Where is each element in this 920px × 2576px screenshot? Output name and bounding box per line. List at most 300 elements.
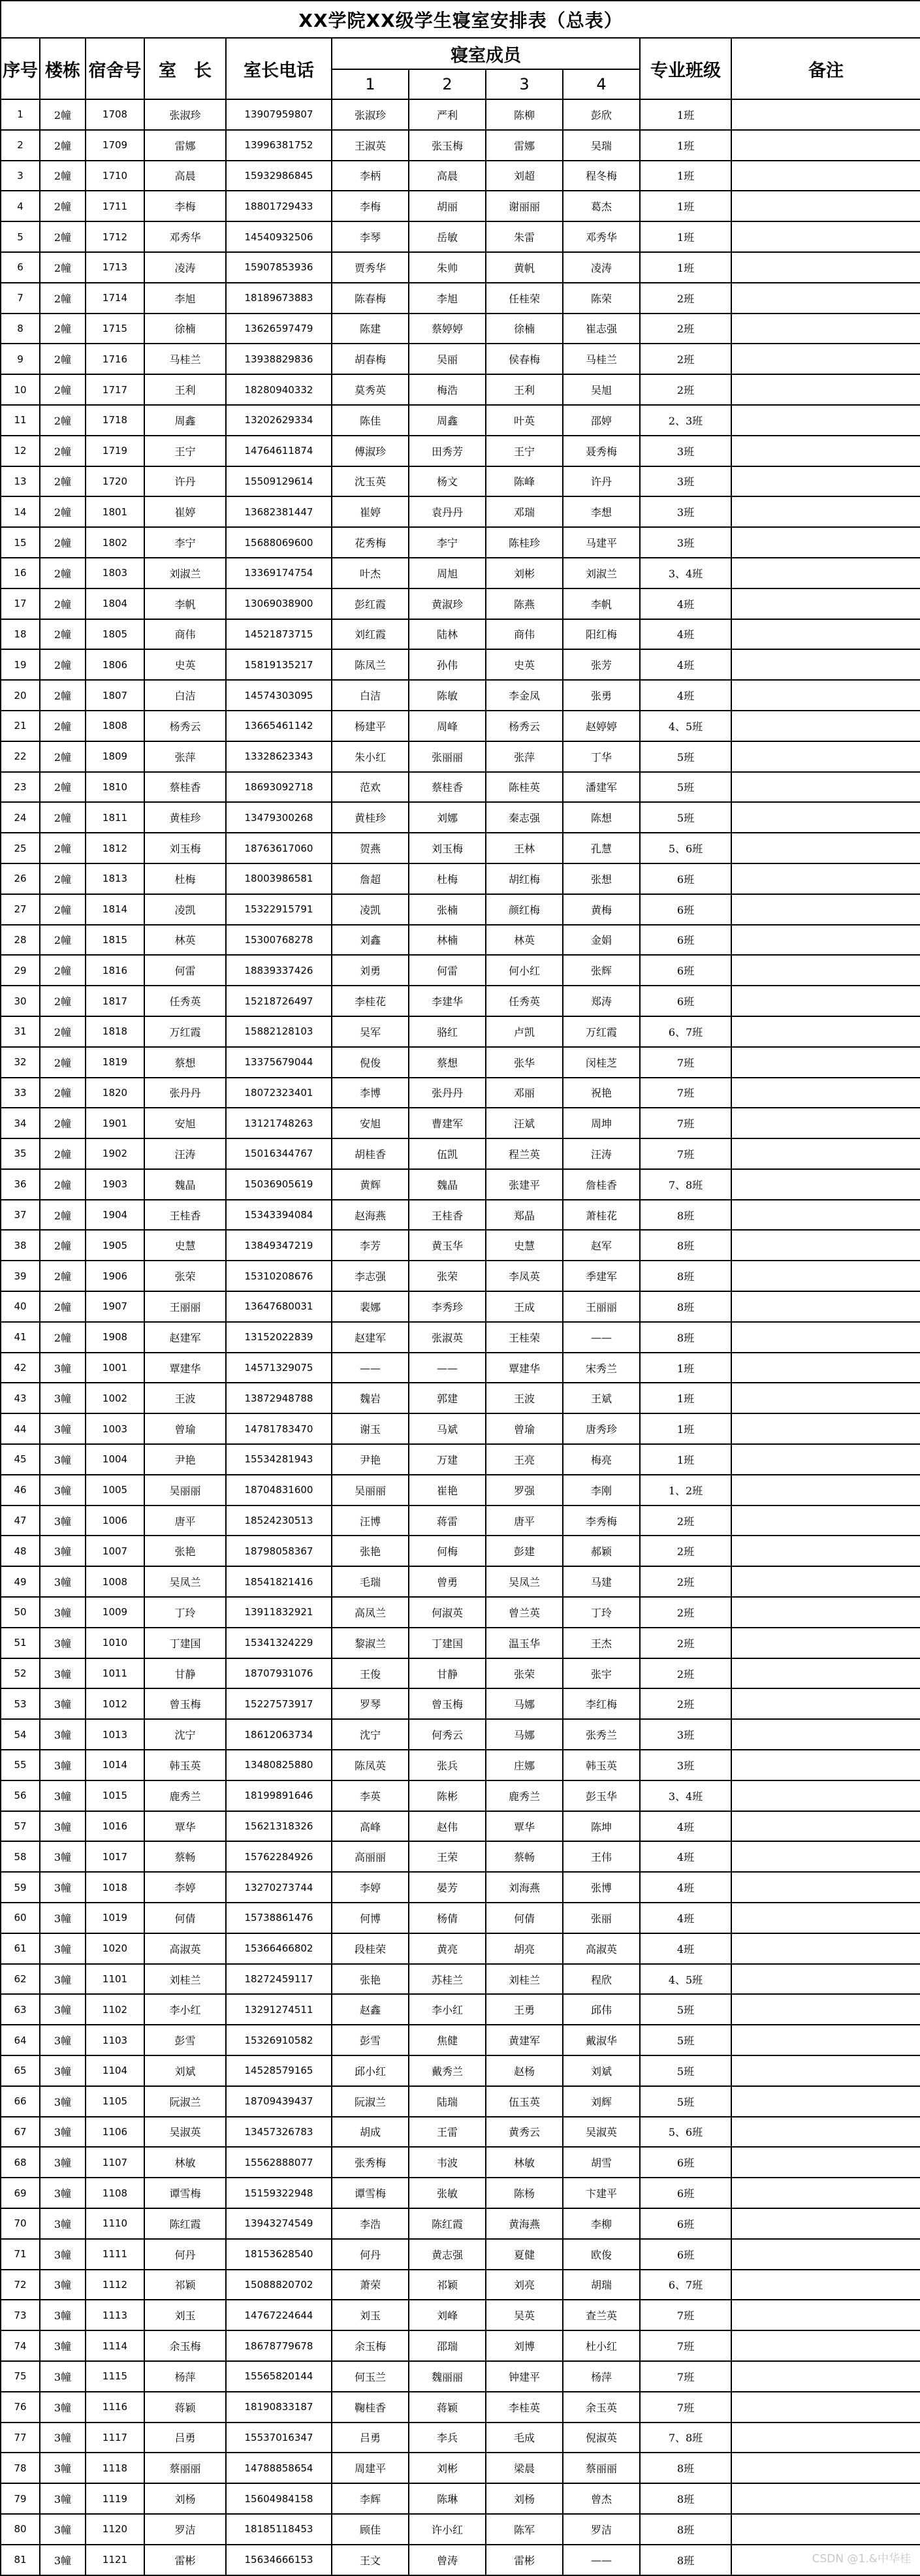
cell-seq: 75 [1,2361,40,2392]
cell-seq: 24 [1,802,40,833]
cell-room: 1718 [86,405,144,436]
cell-building: 2幢 [40,588,86,619]
cell-member-4: 汪涛 [563,1138,640,1169]
cell-member-3: 陈杨 [486,2178,563,2208]
cell-seq: 72 [1,2270,40,2300]
cell-building: 2幢 [40,191,86,221]
cell-member-4: 万红霞 [563,1016,640,1047]
cell-member-3: 吴凤兰 [486,1566,563,1597]
cell-note [731,894,920,925]
cell-note [731,2086,920,2117]
cell-room: 1117 [86,2423,144,2453]
cell-member-4: 胡雪 [563,2147,640,2178]
cell-member-2: 甘静 [409,1658,486,1689]
cell-phone: 15621318326 [226,1811,332,1842]
cell-note [731,1780,920,1811]
cell-member-3: 张华 [486,1047,563,1078]
cell-class: 8班 [640,1261,731,1291]
cell-member-3: 史慧 [486,1230,563,1261]
header-room: 宿舍号 [86,38,144,99]
cell-member-1: 王淑英 [332,130,409,161]
table-row [1,130,920,161]
cell-seq: 47 [1,1505,40,1536]
cell-member-3: 林敏 [486,2147,563,2178]
cell-member-4: 高淑英 [563,1933,640,1964]
table-row [1,1230,920,1261]
cell-phone: 18524230513 [226,1505,332,1536]
cell-member-3: 黄海燕 [486,2208,563,2239]
cell-room: 1009 [86,1597,144,1628]
cell-member-1: 张艳 [332,1536,409,1566]
cell-phone: 15326910582 [226,2025,332,2055]
cell-seq: 38 [1,1230,40,1261]
table-row [1,2514,920,2545]
table-row [1,1475,920,1505]
cell-leader: 史英 [144,649,226,680]
cell-member-2: 周鑫 [409,405,486,436]
cell-member-2: 张荣 [409,1261,486,1291]
cell-class: 7班 [640,2361,731,2392]
cell-room: 1101 [86,1964,144,1995]
cell-member-1: 赵建军 [332,1322,409,1353]
cell-member-1: 萧荣 [332,2270,409,2300]
cell-building: 2幢 [40,527,86,558]
cell-member-3: 王利 [486,374,563,405]
cell-member-1: 何丹 [332,2239,409,2270]
cell-member-2: 李兵 [409,2423,486,2453]
cell-phone: 13270273744 [226,1872,332,1903]
cell-room: 1819 [86,1047,144,1078]
cell-member-2: 黄淑珍 [409,588,486,619]
table-row [1,649,920,680]
cell-note [731,2392,920,2423]
cell-building: 3幢 [40,1933,86,1964]
cell-member-4: 张芳 [563,649,640,680]
cell-seq: 50 [1,1597,40,1628]
cell-member-3: 曾兰英 [486,1597,563,1628]
cell-member-2: 蔡婷婷 [409,314,486,344]
cell-class: 5班 [640,802,731,833]
cell-member-2: 郭建 [409,1383,486,1413]
cell-member-4: —— [563,2545,640,2575]
cell-member-3: 马娜 [486,1719,563,1750]
cell-phone: 18763617060 [226,833,332,863]
table-row [1,1994,920,2025]
table-row [1,436,920,466]
cell-seq: 69 [1,2178,40,2208]
cell-leader: 李小红 [144,1994,226,2025]
cell-member-4: 程冬梅 [563,161,640,191]
cell-leader: 杜梅 [144,863,226,894]
cell-member-4: 邓秀华 [563,221,640,252]
cell-member-4: 王丽丽 [563,1291,640,1322]
cell-class: 6、7班 [640,1016,731,1047]
cell-note [731,1108,920,1138]
cell-member-1: 李浩 [332,2208,409,2239]
cell-note [731,619,920,650]
cell-member-4: 韩玉英 [563,1750,640,1780]
title-row [1,1,920,38]
cell-member-3: 陈峰 [486,466,563,497]
cell-leader: 崔婷 [144,496,226,527]
cell-room: 1114 [86,2330,144,2361]
cell-building: 3幢 [40,1872,86,1903]
page-title: XX学院XX级学生寝室安排表（总表） [1,1,920,38]
cell-member-1: 崔婷 [332,496,409,527]
cell-member-2: 李秀珍 [409,1291,486,1322]
cell-building: 2幢 [40,466,86,497]
cell-building: 2幢 [40,161,86,191]
cell-member-1: 吴丽丽 [332,1475,409,1505]
table-row [1,1658,920,1689]
table-row [1,1872,920,1903]
cell-phone: 15562888077 [226,2147,332,2178]
cell-building: 2幢 [40,711,86,741]
cell-building: 2幢 [40,99,86,130]
cell-leader: 刘杨 [144,2483,226,2514]
cell-member-4: 祝艳 [563,1078,640,1108]
cell-leader: 罗洁 [144,2514,226,2545]
cell-phone: 15738861476 [226,1903,332,1933]
table-row [1,1505,920,1536]
cell-class: 2班 [640,1597,731,1628]
cell-member-4: 蔡丽丽 [563,2453,640,2483]
cell-member-3: 王宁 [486,436,563,466]
table-row [1,2025,920,2055]
cell-member-3: 伍玉英 [486,2086,563,2117]
cell-leader: 林敏 [144,2147,226,2178]
cell-note [731,2453,920,2483]
cell-member-3: 蔡畅 [486,1841,563,1872]
cell-room: 1015 [86,1780,144,1811]
cell-member-3: 汪斌 [486,1108,563,1138]
table-row [1,1811,920,1842]
cell-class: 4、5班 [640,1964,731,1995]
cell-member-3: 郑晶 [486,1200,563,1231]
cell-note [731,1658,920,1689]
cell-member-3: 温玉华 [486,1628,563,1658]
cell-room: 1105 [86,2086,144,2117]
cell-leader: 李旭 [144,283,226,314]
cell-member-2: 张玉梅 [409,130,486,161]
cell-member-2: 王雷 [409,2117,486,2148]
cell-member-4: 邱伟 [563,1994,640,2025]
cell-phone: 15907853936 [226,252,332,283]
cell-member-1: 陈春梅 [332,283,409,314]
cell-member-2: 刘峰 [409,2300,486,2330]
cell-building: 3幢 [40,1383,86,1413]
cell-member-2: 刘娜 [409,802,486,833]
cell-member-2: 韦波 [409,2147,486,2178]
cell-note [731,527,920,558]
table-row [1,1597,920,1628]
cell-member-4: 金娟 [563,925,640,956]
cell-phone: 15341324229 [226,1628,332,1658]
cell-note [731,1322,920,1353]
cell-class: 1班 [640,1444,731,1475]
cell-member-1: 詹超 [332,863,409,894]
cell-member-1: 王文 [332,2545,409,2575]
cell-seq: 63 [1,1994,40,2025]
cell-room: 1808 [86,711,144,741]
cell-note [731,558,920,588]
cell-member-1: 高丽丽 [332,1841,409,1872]
cell-leader: 甘静 [144,1658,226,1689]
cell-seq: 30 [1,986,40,1016]
cell-member-2: 邵瑞 [409,2330,486,2361]
cell-class: 4班 [640,649,731,680]
table-row [1,1078,920,1108]
cell-leader: 安旭 [144,1108,226,1138]
table-row [1,588,920,619]
cell-seq: 20 [1,680,40,711]
cell-member-2: —— [409,1353,486,1383]
cell-room: 1001 [86,1353,144,1383]
cell-phone: 13479300268 [226,802,332,833]
cell-class: 3班 [640,466,731,497]
cell-member-3: 雷彬 [486,2545,563,2575]
table-row [1,1383,920,1413]
cell-room: 1902 [86,1138,144,1169]
cell-member-1: 范欢 [332,772,409,803]
cell-member-4: 杜小红 [563,2330,640,2361]
cell-class: 6、7班 [640,2270,731,2300]
table-row [1,955,920,986]
cell-note [731,1078,920,1108]
cell-seq: 21 [1,711,40,741]
cell-member-1: 刘鑫 [332,925,409,956]
cell-seq: 12 [1,436,40,466]
table-row [1,1719,920,1750]
cell-class: 6班 [640,2147,731,2178]
cell-room: 1719 [86,436,144,466]
cell-building: 3幢 [40,2239,86,2270]
cell-member-4: 杨萍 [563,2361,640,2392]
cell-member-2: 周旭 [409,558,486,588]
table-row [1,405,920,436]
cell-class: 8班 [640,2545,731,2575]
cell-room: 1104 [86,2055,144,2086]
cell-member-4: 郑涛 [563,986,640,1016]
cell-member-4: 葛杰 [563,191,640,221]
cell-building: 2幢 [40,863,86,894]
cell-phone: 15882128103 [226,1016,332,1047]
cell-phone: 14767224644 [226,2300,332,2330]
header-member-3: 3 [486,69,563,99]
cell-member-1: 刘勇 [332,955,409,986]
table-row [1,1536,920,1566]
cell-phone: 15762284926 [226,1841,332,1872]
cell-member-4: 马桂兰 [563,344,640,374]
cell-member-1: 张淑珍 [332,99,409,130]
cell-member-4: 赵婷婷 [563,711,640,741]
cell-member-4: 张博 [563,1872,640,1903]
cell-leader: 黄桂珍 [144,802,226,833]
cell-seq: 18 [1,619,40,650]
table-row [1,1413,920,1444]
cell-member-4: 闵桂芝 [563,1047,640,1078]
cell-member-2: 梅浩 [409,374,486,405]
cell-phone: 14781783470 [226,1413,332,1444]
cell-room: 1904 [86,1200,144,1231]
cell-phone: 18185118453 [226,2514,332,2545]
cell-member-1: 凌凯 [332,894,409,925]
cell-member-1: 叶杰 [332,558,409,588]
cell-building: 3幢 [40,2300,86,2330]
cell-phone: 18612063734 [226,1719,332,1750]
cell-room: 1106 [86,2117,144,2148]
cell-class: 6班 [640,2208,731,2239]
cell-building: 2幢 [40,772,86,803]
cell-seq: 64 [1,2025,40,2055]
cell-member-4: 刘斌 [563,2055,640,2086]
cell-member-2: 杜梅 [409,863,486,894]
cell-class: 1班 [640,99,731,130]
cell-member-1: 段桂荣 [332,1933,409,1964]
cell-member-4: 程欣 [563,1964,640,1995]
cell-member-3: 陈燕 [486,588,563,619]
cell-member-1: 胡桂香 [332,1138,409,1169]
cell-leader: 刘玉 [144,2300,226,2330]
cell-room: 1002 [86,1383,144,1413]
cell-member-4: 彭玉华 [563,1780,640,1811]
table-row [1,925,920,956]
cell-class: 4班 [640,588,731,619]
cell-member-3: 程兰英 [486,1138,563,1169]
cell-class: 6班 [640,863,731,894]
table-row [1,2178,920,2208]
cell-member-2: 周峰 [409,711,486,741]
cell-building: 2幢 [40,130,86,161]
cell-leader: 万红霞 [144,1016,226,1047]
cell-leader: 刘桂兰 [144,1964,226,1995]
cell-leader: 陈红霞 [144,2208,226,2239]
cell-seq: 48 [1,1536,40,1566]
cell-member-1: 彭红霞 [332,588,409,619]
cell-class: 8班 [640,1230,731,1261]
cell-member-4: 宋秀兰 [563,1353,640,1383]
cell-note [731,1597,920,1628]
cell-phone: 14764611874 [226,436,332,466]
cell-building: 3幢 [40,1597,86,1628]
cell-class: 1班 [640,191,731,221]
cell-phone: 13369174754 [226,558,332,588]
cell-note [731,344,920,374]
cell-room: 1804 [86,588,144,619]
cell-note [731,1750,920,1780]
cell-seq: 66 [1,2086,40,2117]
cell-class: 8班 [640,1291,731,1322]
cell-seq: 53 [1,1688,40,1719]
cell-seq: 23 [1,772,40,803]
cell-member-3: 叶英 [486,405,563,436]
cell-phone: 18798058367 [226,1536,332,1566]
cell-member-3: 任桂荣 [486,283,563,314]
cell-member-3: 胡亮 [486,1933,563,1964]
cell-phone: 14521873715 [226,619,332,650]
cell-member-3: 陈柳 [486,99,563,130]
cell-note [731,1811,920,1842]
cell-building: 3幢 [40,1994,86,2025]
cell-member-3: 李凤英 [486,1261,563,1291]
cell-note [731,191,920,221]
cell-room: 1011 [86,1658,144,1689]
cell-member-1: 张艳 [332,1964,409,1995]
cell-class: 4班 [640,680,731,711]
cell-leader: 覃华 [144,1811,226,1842]
cell-seq: 60 [1,1903,40,1933]
cell-member-3: 刘桂兰 [486,1964,563,1995]
cell-class: 8班 [640,1200,731,1231]
cell-note [731,1933,920,1964]
cell-member-2: 张淑英 [409,1322,486,1353]
cell-member-4: 阳红梅 [563,619,640,650]
cell-member-3: 黄秀云 [486,2117,563,2148]
cell-seq: 79 [1,2483,40,2514]
cell-member-1: 王俊 [332,1658,409,1689]
table-row [1,2453,920,2483]
cell-member-2: 何梅 [409,1536,486,1566]
cell-room: 1118 [86,2453,144,2483]
cell-note [731,405,920,436]
cell-member-2: 胡丽 [409,191,486,221]
cell-phone: 13152022839 [226,1322,332,1353]
cell-class: 2班 [640,1566,731,1597]
cell-member-4: 陈坤 [563,1811,640,1842]
cell-phone: 18839337426 [226,955,332,986]
cell-member-2: 黄玉华 [409,1230,486,1261]
cell-member-3: 刘杨 [486,2483,563,2514]
cell-member-1: 刘玉 [332,2300,409,2330]
cell-room: 1004 [86,1444,144,1475]
cell-note [731,252,920,283]
cell-member-3: 王林 [486,833,563,863]
cell-leader: 余玉梅 [144,2330,226,2361]
cell-building: 2幢 [40,221,86,252]
cell-room: 1810 [86,772,144,803]
cell-member-3: 胡红梅 [486,863,563,894]
cell-member-1: 高峰 [332,1811,409,1842]
cell-member-3: 夏健 [486,2239,563,2270]
table-row [1,1108,920,1138]
cell-building: 3幢 [40,1719,86,1750]
cell-member-1: 朱小红 [332,741,409,772]
cell-note [731,1688,920,1719]
cell-building: 3幢 [40,2545,86,2575]
cell-member-2: 李小红 [409,1994,486,2025]
cell-leader: 商伟 [144,619,226,650]
cell-class: 4班 [640,619,731,650]
cell-member-1: 余玉梅 [332,2330,409,2361]
cell-building: 2幢 [40,1322,86,1353]
cell-class: 2、3班 [640,405,731,436]
cell-note [731,466,920,497]
cell-leader: 蔡畅 [144,1841,226,1872]
cell-seq: 70 [1,2208,40,2239]
cell-building: 2幢 [40,894,86,925]
cell-building: 3幢 [40,1353,86,1383]
cell-phone: 15310208676 [226,1261,332,1291]
cell-member-4: 查兰英 [563,2300,640,2330]
table-row [1,2117,920,2148]
cell-leader: 张艳 [144,1536,226,1566]
cell-note [731,772,920,803]
cell-leader: 高淑英 [144,1933,226,1964]
cell-room: 1111 [86,2239,144,2270]
cell-member-3: 雷娜 [486,130,563,161]
cell-room: 1802 [86,527,144,558]
cell-member-1: 黄桂珍 [332,802,409,833]
